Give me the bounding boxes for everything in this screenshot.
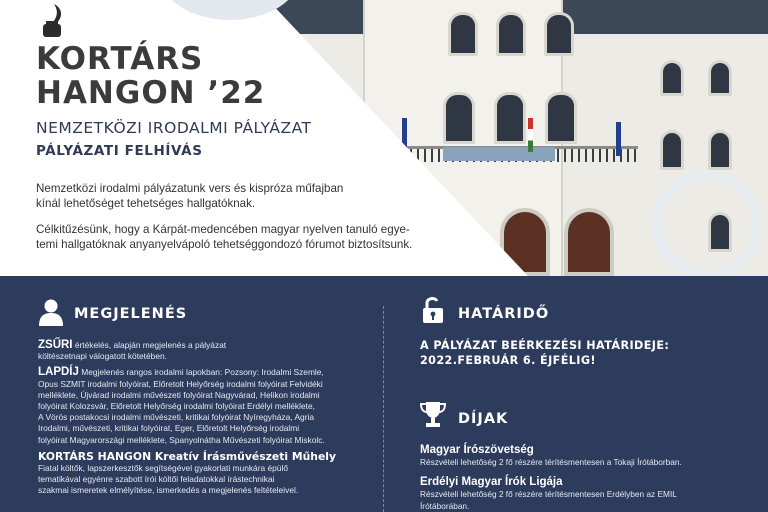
prize-item: Magyar Írószövetség Részvételi lehetőség 2 fő részére térítésmentesen a Tokaji Írótáborban.	[420, 444, 682, 467]
intro-paragraph-1: Nemzetközi irodalmi pályázatunk vers és kispróza műfajban kínál lehetőséget tehetséges hallgatóknak.	[36, 182, 344, 210]
megjelenes-content	[38, 340, 373, 502]
section-heading-hatarido: HATÁRIDŐ	[458, 306, 550, 322]
trophy-icon	[420, 400, 446, 428]
intro-paragraph-2: Célkitűzésünk, hogy a Kárpát-medencében magyar nyelven tanuló egye- temi hallgatóknak anyanyelvápoló tehetséggondozó fórumot biztosítsunk.	[36, 223, 413, 251]
zsuri-paragraph: ZSŰRI értékelés, alapján megjelenés a pályázat költészetnapi válogatott kötetében.	[38, 339, 227, 362]
call-heading: PÁLYÁZATI FELHÍVÁS	[36, 143, 203, 159]
prize-item: Erdélyi Magyar Írók Ligája Részvételi lehetőség 2 fő részére térítésmentesen Erdélyben az EMIL Írótáborában.	[420, 476, 677, 511]
section-heading-dijak: DÍJAK	[458, 411, 509, 427]
column-divider	[383, 306, 384, 512]
section-heading-megjelenes: MEGJELENÉS	[74, 306, 188, 322]
lapdij-paragraph: LAPDÍJ Megjelenés rangos irodalmi lapokban: Pozsony: Irodalmi Szemle, Opus SZMIT irodalmi folyóirat, Előretolt Helyőrség irodalmi folyóirat Felvidéki melléklete, Újvárad irodalmi művészeti folyóirat Nagyvárad, Helikon irodalmi folyóirat Kolozsvár, Előretolt Helyőrség irodalmi folyóirat Erdélyi melléklete, A Vörös postakocsi irodalmi művészeti, kritikai folyóirat Nyíregyháza, Agria Irodalmi, művészeti, kritikai folyóirat, Eger, Előretolt Helyőrség irodalmi folyóirat Magyarországi melléklete, Spanyolnátha Művészeti folyóirat Miskolc.	[38, 366, 325, 445]
muhely-paragraph: KORTÁRS HANGON Kreatív Írásművészeti Műhely Fiatal költők, lapszerkesztők segítségével gyakorlati munkára épülő tematikával egyénre szabott írói költői feladatokkal írástechnikai szakmai ismeretek elmélyítése, ismerkedés a megjelenés feltételeivel.	[38, 449, 337, 496]
inkwell-icon	[40, 4, 66, 38]
deadline-text: A PÁLYÁZAT BEÉRKEZÉSI HATÁRIDEJE: 2022.FEBRUÁR 6. ÉJFÉLIG!	[420, 339, 670, 367]
subtitle: NEMZETKÖZI IRODALMI PÁLYÁZAT	[36, 119, 312, 137]
person-icon	[38, 298, 64, 326]
page-title: KORTÁRS HANGON ’22	[36, 41, 266, 111]
unlock-icon	[420, 296, 446, 324]
